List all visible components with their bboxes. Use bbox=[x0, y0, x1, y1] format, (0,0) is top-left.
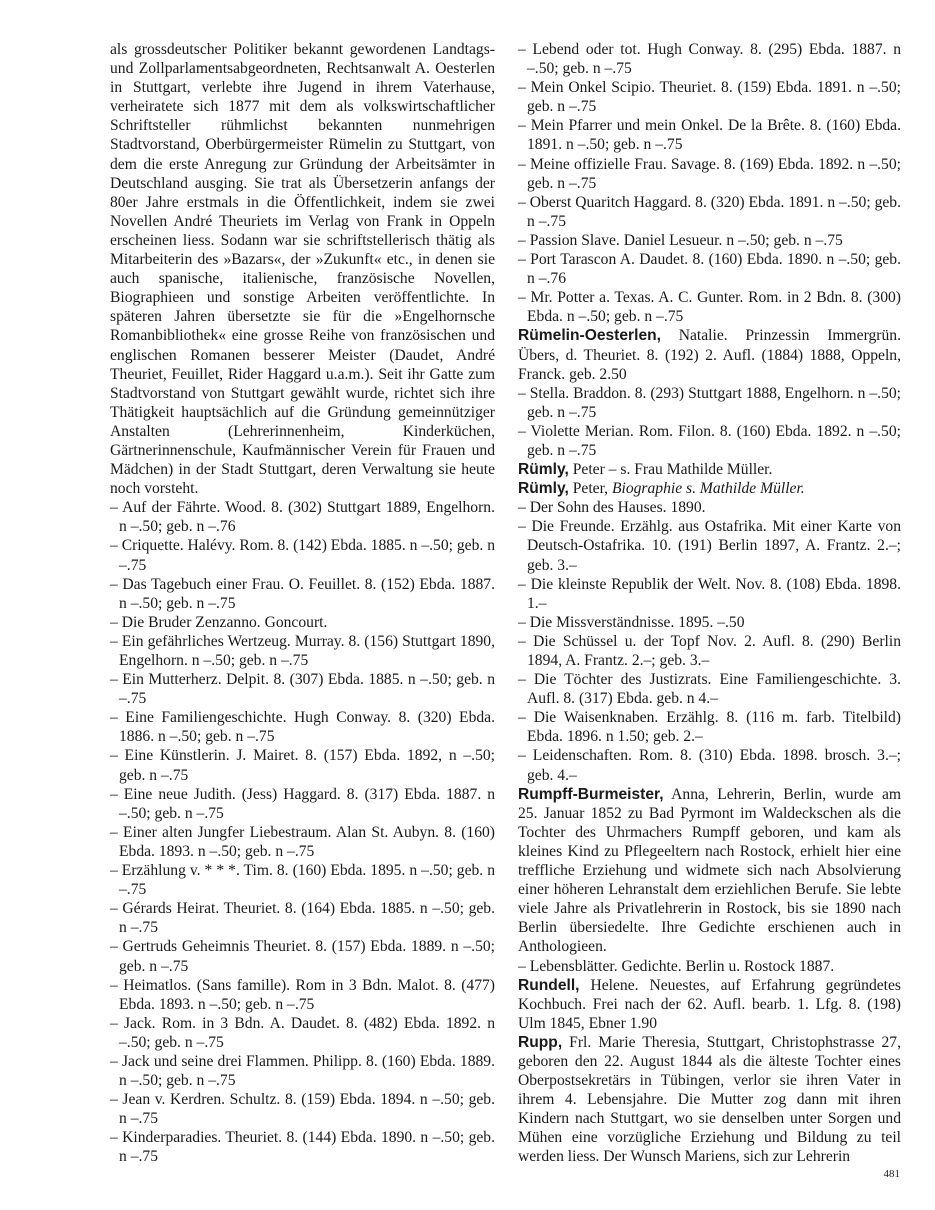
list-item: – Stella. Braddon. 8. (293) Stuttgart 1888, Engelhorn. n –.50; geb. n –.75 bbox=[518, 384, 901, 421]
list-item: – Die kleinste Republik der Welt. Nov. 8. (108) Ebda. 1898. 1.– bbox=[518, 575, 901, 612]
list-item: – Port Tarascon A. Daudet. 8. (160) Ebda. 1890. n –.50; geb. n –.76 bbox=[518, 251, 901, 288]
left-column bbox=[110, 40, 495, 1167]
list-item: – Eine Künstlerin. J. Mairet. 8. (157) Ebda. 1892, n –.50; geb. n –.75 bbox=[110, 747, 495, 784]
list-item: – Leidenschaften. Rom. 8. (310) Ebda. 1898. brosch. 3.–; geb. 4.– bbox=[518, 747, 901, 784]
right-item-list-b bbox=[518, 384, 901, 460]
entry-rupp bbox=[518, 1033, 901, 1167]
right-item-list-c bbox=[518, 498, 901, 784]
list-item: – Mein Onkel Scipio. Theuriet. 8. (159) Ebda. 1891. n –.50; geb. n –.75 bbox=[518, 79, 901, 116]
right-item-list-a bbox=[518, 40, 901, 326]
list-item: – Mr. Potter a. Texas. A. C. Gunter. Rom. in 2 Bdn. 8. (300) Ebda. n –.50; geb. n –.75 bbox=[518, 289, 901, 326]
list-item: – Auf der Fährte. Wood. 8. (302) Stuttgart 1889, Engelhorn. n –.50; geb. n –.76 bbox=[110, 499, 495, 536]
entry-text: Helene. Neuestes, auf Erfahrung gegründetes Kochbuch. Frei nach der 62. Aufl. bearb. 1. Lfg. 8. (198) Ulm 1845, Ebner 1.90 bbox=[518, 976, 901, 1032]
list-item: – Violette Merian. Rom. Filon. 8. (160) Ebda. 1892. n –.50; geb. n –.75 bbox=[518, 422, 901, 459]
list-item: – Meine offizielle Frau. Savage. 8. (169) Ebda. 1892. n –.50; geb. n –.75 bbox=[518, 155, 901, 192]
list-item: – Ein gefährliches Wertzeug. Murray. 8. (156) Stuttgart 1890, Engelhorn. n –.50; geb. n –.75 bbox=[110, 632, 495, 669]
list-item: – Oberst Quaritch Haggard. 8. (320) Ebda. 1891. n –.50; geb. n –.75 bbox=[518, 193, 901, 230]
list-item: – Jack. Rom. in 3 Bdn. A. Daudet. 8. (482) Ebda. 1892. n –.50; geb. n –.75 bbox=[110, 1014, 495, 1051]
list-item: – Einer alten Jungfer Liebestraum. Alan St. Aubyn. 8. (160) Ebda. 1893. n –.50; geb. n –.75 bbox=[110, 823, 495, 860]
entry-text: Anna, Lehrerin, Berlin, wurde am 25. Januar 1852 zu Bad Pyrmont im Waldeckschen als die Tochter des Uhrmachers Rumpff geboren, und kam als kleines Kind zu Pflegeeltern nach Rostock, erhielt hier eine treffliche Erziehung und widmete sich nach Absolvierung einer höheren Lehranstalt dem erziehlichen Berufe. Sie lebte viele Jahre als Privatlehrerin in Rostock, bis sie 1890 nach Berlin übersiedelte. Ihre Gedichte erschienen auch in Anthologieen. bbox=[518, 785, 901, 956]
left-item-list bbox=[110, 498, 495, 1166]
list-item: – Gertruds Geheimnis Theuriet. 8. (157) Ebda. 1889. n –.50; geb. n –.75 bbox=[110, 938, 495, 975]
right-item-list-d bbox=[518, 957, 901, 976]
list-item: – Das Tagebuch einer Frau. O. Feuillet. 8. (152) Ebda. 1887. n –.50; geb. n –.75 bbox=[110, 575, 495, 612]
entry-ruemelin-oesterlen bbox=[518, 326, 901, 383]
list-item: – Die Freunde. Erzählg. aus Ostafrika. Mit einer Karte von Deutsch-Ostafrika. 10. (191) Berlin 1897, A. Frantz. 2.–; geb. 3.– bbox=[518, 518, 901, 574]
list-item: – Jack und seine drei Flammen. Philipp. 8. (160) Ebda. 1889. n –.50; geb. n –.75 bbox=[110, 1052, 495, 1090]
list-item: – Mein Pfarrer und mein Onkel. De la Brête. 8. (160) Ebda. 1891. n –.50; geb. n –.75 bbox=[518, 117, 901, 154]
entry-italic-text: Biographie s. Mathilde Müller. bbox=[611, 480, 805, 498]
entry-head: Rümly, bbox=[518, 480, 569, 498]
list-item: – Kinderparadies. Theuriet. 8. (144) Ebda. 1890. n –.50; geb. n –.75 bbox=[110, 1129, 495, 1166]
entry-head: Rümly, bbox=[518, 461, 569, 479]
list-item: – Die Töchter des Justizrats. Eine Familiengeschichte. 3. Aufl. 8. (317) Ebda. geb. n 4.– bbox=[518, 671, 901, 708]
list-item: – Lebend oder tot. Hugh Conway. 8. (295) Ebda. 1887. n –.50; geb. n –.75 bbox=[518, 41, 901, 78]
list-item: – Eine neue Judith. (Jess) Haggard. 8. (317) Ebda. 1887. n –.50; geb. n –.75 bbox=[110, 785, 495, 822]
entry-rundell bbox=[518, 976, 901, 1033]
list-item: – Die Missverständnisse. 1895. –.50 bbox=[518, 613, 745, 631]
entry-ruemly-2 bbox=[518, 479, 901, 498]
list-item: – Eine Familiengeschichte. Hugh Conway. 8. (320) Ebda. 1886. n –.50; geb. n –.75 bbox=[110, 709, 495, 746]
list-item: – Der Sohn des Hauses. 1890. bbox=[518, 499, 706, 517]
list-item: – Lebensblätter. Gedichte. Berlin u. Rostock 1887. bbox=[518, 957, 835, 975]
list-item: – Die Schüssel u. der Topf Nov. 2. Aufl. 8. (290) Berlin 1894, A. Frantz. 2.–; geb. 3.– bbox=[518, 632, 901, 669]
entry-head: Rumpff-Burmeister, bbox=[518, 785, 664, 803]
list-item: – Die Waisenknaben. Erzählg. 8. (116 m. farb. Titelbild) Ebda. 1896. n 1.50; geb. 2.– bbox=[518, 709, 901, 746]
entry-text: Peter – s. Frau Mathilde Müller. bbox=[568, 461, 773, 479]
entry-head: Rümelin-Oesterlen, bbox=[518, 327, 661, 345]
entry-text: Frl. Marie Theresia, Stuttgart, Christophstrasse 27, geboren den 22. August 1844 als die älteste Tochter eines Oberpostsekretärs in Tübingen, verlor sie ihren Vater in ihrem 4. Lebensjahre. Die Mutter zog dann mit ihren Kindern nach Stuttgart, wo sie denselben unter Sorgen und Mühen eine vorzügliche Erziehung und Bildung zu teil werden liess. Der Wunsch Mariens, sich zur Lehrerin bbox=[518, 1033, 901, 1166]
page-number: 481 bbox=[883, 1168, 900, 1180]
entry-text: Peter, bbox=[568, 480, 612, 498]
list-item: – Erzählung v. * * *. Tim. 8. (160) Ebda. 1895. n –.50; geb. n –.75 bbox=[110, 862, 495, 899]
entry-rumpff-burmeister bbox=[518, 785, 901, 957]
entry-text: Natalie. Prinzessin Immergrün. Übers, d. Theuriet. 8. (192) 2. Aufl. (1884) 1888, Oppeln, Franck. geb. 2.50 bbox=[518, 327, 901, 383]
list-item: – Ein Mutterherz. Delpit. 8. (307) Ebda. 1885. n –.50; geb. n –.75 bbox=[110, 671, 495, 708]
list-item: – Die Bruder Zenzanno. Goncourt. bbox=[110, 613, 328, 631]
entry-head: Rundell, bbox=[518, 976, 580, 994]
list-item: – Criquette. Halévy. Rom. 8. (142) Ebda. 1885. n –.50; geb. n –.75 bbox=[110, 537, 495, 574]
list-item: – Passion Slave. Daniel Lesueur. n –.50; geb. n –.75 bbox=[518, 231, 843, 249]
intro-paragraph: als grossdeutscher Politiker bekannt gewordenen Landtags- und Zollparlamentsabgeordneten, Rechtsanwalt A. Oesterlen in Stuttgart, verlebte ihre Jugend in ihrem Vaterhause, verheiratete sich 1877 mit dem als volkswirtschaftlicher Schriftsteller rühmlichst bekannten nunmehrigen Stadtvorstand, Oberbürgermeister Rümelin zu Stuttgart, von dem die erste Anregung zur Gründung der Arbeitsämter in Deutschland ausging. Sie trat als Übersetzerin anfangs der 80er Jahre erstmals in die Öffentlichkeit, indem sie zwei Novellen André Theuriets im Verlag von Frank in Oppeln erscheinen liess. Sodann war sie schriftstellerisch thätig als Mitarbeiterin des »Bazars«, der »Zukunft« etc., in denen sie auch spanische, italienische, französische Novellen, Biographieen und sonstige Arbeiten veröffentlichte. In späteren Jahren übersetzte sie für die »Engelhornsche Romanbibliothek« eine grosse Reihe von französischen und englischen Romanen besserer Meister (Daudet, André Theuriet, Feuillet, Rider Haggard u.a.m.). Seit ihr Gatte zum Stadtvorstand von Stuttgart gewählt wurde, richtet sich ihre Thätigkeit hauptsächlich auf die Gründung gemeinnütziger Anstalten (Lehrerinnenheim, Kinderküchen, Gärtnerinnenschule, Kaufmännischer Verein für Frauen und Mädchen) in der Stadt Stuttgart, deren Verwaltung sie heute noch vorsteht. bbox=[110, 41, 495, 498]
right-column bbox=[518, 40, 901, 1167]
list-item: – Gérards Heirat. Theuriet. 8. (164) Ebda. 1885. n –.50; geb. n –.75 bbox=[110, 900, 495, 937]
entry-ruemly-1 bbox=[518, 460, 901, 479]
list-item: – Jean v. Kerdren. Schultz. 8. (159) Ebda. 1894. n –.50; geb. n –.75 bbox=[110, 1091, 495, 1128]
list-item: – Heimatlos. (Sans famille). Rom in 3 Bdn. Malot. 8. (477) Ebda. 1893. n –.50; geb. n –.75 bbox=[110, 976, 495, 1013]
entry-head: Rupp, bbox=[518, 1033, 563, 1051]
